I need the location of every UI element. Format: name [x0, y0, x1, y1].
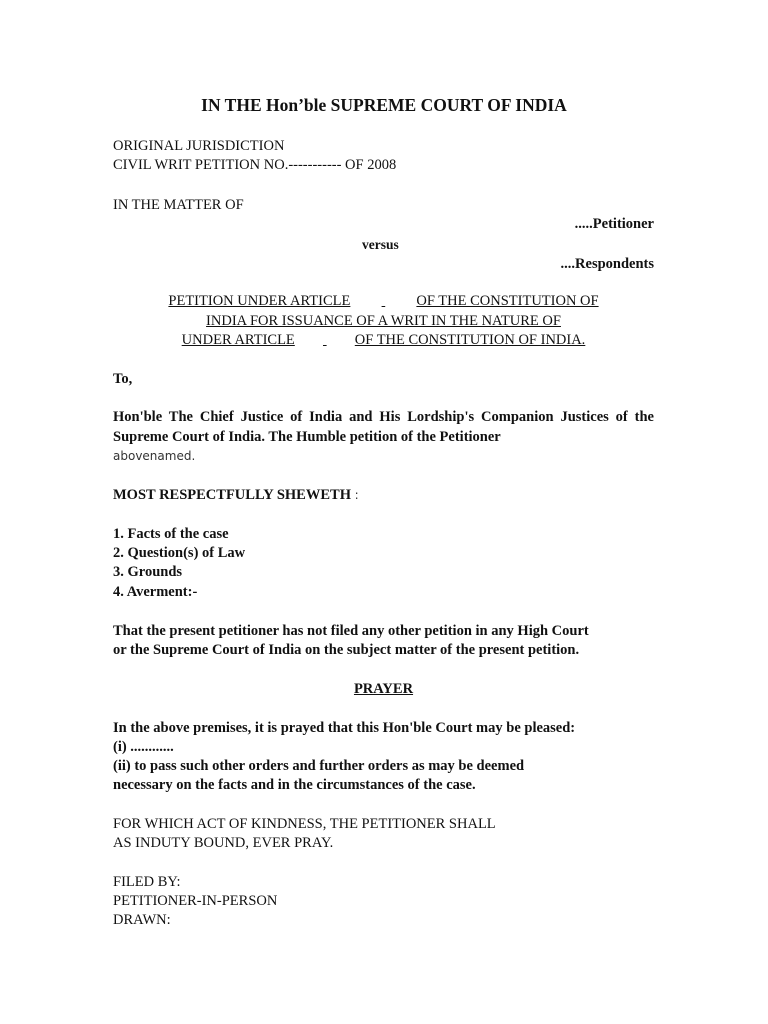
- petition-number: CIVIL WRIT PETITION NO.----------- OF 2008: [113, 157, 397, 173]
- list-item: 4. Averment:-: [113, 584, 198, 600]
- to-label: To,: [113, 371, 133, 387]
- kindness-line-1: FOR WHICH ACT OF KINDNESS, THE PETITIONER SHALL: [113, 816, 496, 832]
- prayer-item-i: (i) ............: [113, 739, 174, 755]
- kindness-line-2: AS INDUTY BOUND, EVER PRAY.: [113, 835, 334, 851]
- versus-label: versus: [362, 237, 399, 252]
- petitioner-in-person: PETITIONER-IN-PERSON: [113, 893, 278, 909]
- petition-heading-line2: INDIA FOR ISSUANCE OF A WRIT IN THE NATURE OF: [206, 313, 561, 329]
- in-the-matter-of: IN THE MATTER OF: [113, 197, 244, 213]
- heading-article-text: PETITION UNDER ARTICLE: [168, 293, 351, 309]
- averment-line-1: That the present petitioner has not filed any other petition in any High Court: [113, 623, 589, 639]
- petitioner-label: .....Petitioner: [574, 216, 654, 232]
- article-blank-2: [295, 331, 355, 350]
- sheweth-colon: :: [354, 488, 359, 502]
- list-item: 2. Question(s) of Law: [113, 545, 246, 561]
- jurisdiction: ORIGINAL JURISDICTION: [113, 138, 285, 154]
- prayer-item-ii-line2: necessary on the facts and in the circumstances of the case.: [113, 777, 476, 793]
- filed-by: FILED BY:: [113, 874, 181, 890]
- prayer-heading: PRAYER: [353, 681, 414, 697]
- list-item: 1. Facts of the case: [113, 526, 229, 542]
- petition-heading-line3: [113, 331, 654, 350]
- petition-heading-line1: [113, 292, 654, 311]
- sheweth-label: MOST RESPECTFULLY SHEWETH: [113, 487, 351, 503]
- heading-constitution-text: OF THE CONSTITUTION OF: [416, 293, 599, 309]
- respondents-label: ....Respondents: [560, 256, 654, 272]
- drawn-label: DRAWN:: [113, 912, 171, 928]
- sheweth-line: [113, 486, 654, 505]
- list-item: 3. Grounds: [113, 564, 183, 580]
- address-body: Hon'ble The Chief Justice of India and His Lordship's Companion Justices of the Supreme Court of India. The Humble petition of the Petitioner: [113, 409, 654, 445]
- article-blank: [350, 292, 416, 311]
- averment-line-2: or the Supreme Court of India on the subject matter of the present petition.: [113, 642, 580, 658]
- prayer-item-ii-line1: (ii) to pass such other orders and further orders as may be deemed: [113, 758, 525, 774]
- heading-under-article-text: UNDER ARTICLE: [181, 332, 295, 348]
- address-paragraph: [113, 408, 654, 467]
- address-tail: abovenamed.: [113, 449, 196, 463]
- heading-constitution-india-text: OF THE CONSTITUTION OF INDIA.: [354, 332, 586, 348]
- prayer-intro: In the above premises, it is prayed that this Hon'ble Court may be pleased:: [113, 720, 576, 736]
- court-title: IN THE Hon’ble SUPREME COURT OF INDIA: [201, 95, 567, 115]
